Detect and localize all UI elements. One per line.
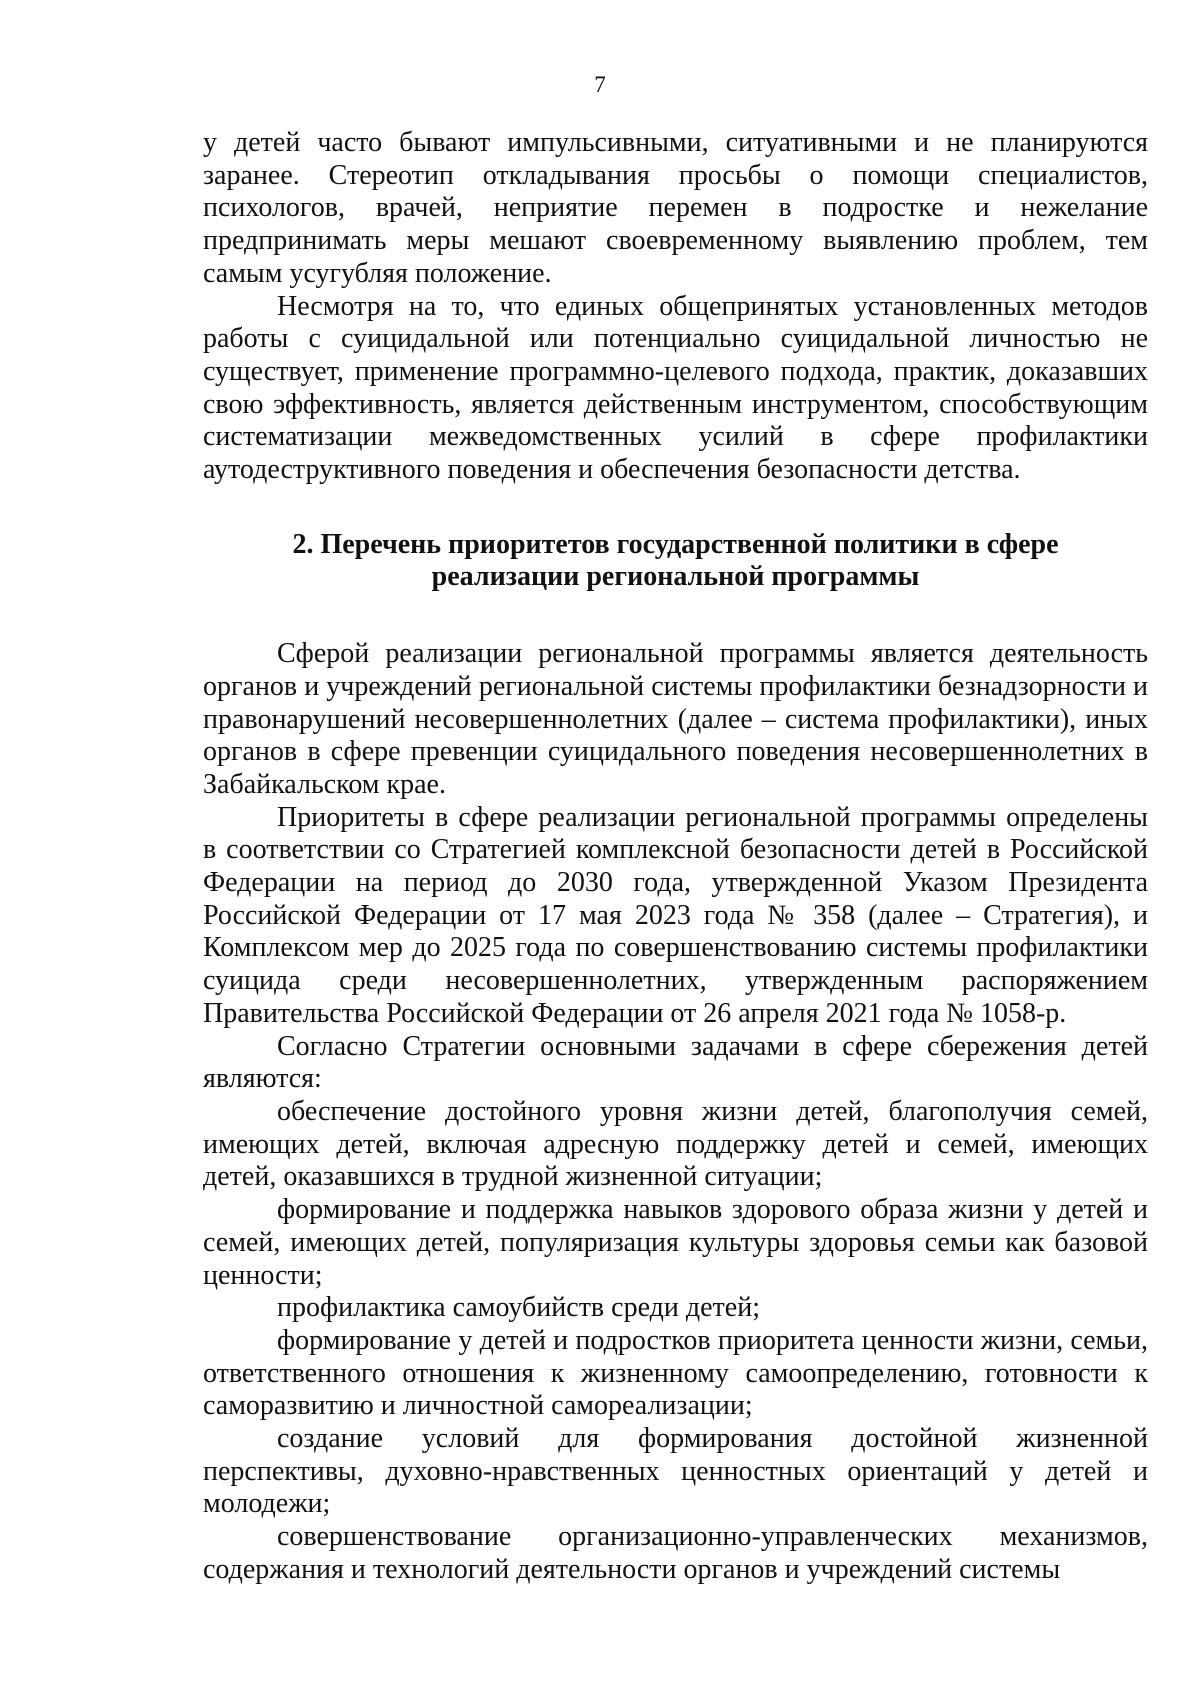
list-item-value-of-life: формирование у детей и подростков приоритета ценности жизни, семьи, ответственного отношения к жизненному самоопределению, готовности к саморазвитию и личностной самореализации; bbox=[203, 1324, 1148, 1422]
list-item-suicide-prevention: профилактика самоубийств среди детей; bbox=[277, 1292, 760, 1324]
section-heading-line-1: 2. Перечень приоритетов государственной политики в сфере bbox=[292, 528, 1059, 560]
list-item-healthy-lifestyle: формирование и поддержка навыков здорового образа жизни у детей и семей, имеющих детей, популяризация культуры здоровья семьи как базовой ценности; bbox=[203, 1194, 1148, 1291]
page-number: 7 bbox=[594, 72, 606, 97]
section-heading bbox=[203, 529, 1148, 594]
list-item-living-standard: обеспечение достойного уровня жизни детей, благополучия семей, имеющих детей, включая адресную поддержку детей и семей, имеющих детей, оказавшихся в трудной жизненной ситуации; bbox=[203, 1095, 1148, 1193]
document-body bbox=[203, 127, 1148, 1587]
paragraph-continuation: у детей часто бывают импульсивными, ситуативными и не планируются заранее. Стереотип откладывания просьбы о помощи специалистов, психологов, врачей, неприятие перемен в подростке и нежелание предпринимать меры мешают своевременному выявлению проблем, тем самым усугубляя положение. bbox=[203, 127, 1148, 289]
list-item-management-mechanisms: совершенствование организационно-управленческих механизмов, содержания и технологий деятельности органов и учреждений системы bbox=[203, 1521, 1148, 1585]
paragraph-strategy-tasks: Согласно Стратегии основными задачами в сфере сбережения детей являются: bbox=[203, 1030, 1148, 1095]
paragraph-scope: Сферой реализации региональной программы является деятельность органов и учреждений региональной системы профилактики безнадзорности и правонарушений несовершеннолетних (далее – система профилактики), иных органов в сфере превенции суицидального поведения несовершеннолетних в Забайкальском крае. bbox=[203, 638, 1148, 800]
paragraph-priorities: Приоритеты в сфере реализации региональной программы определены в соответствии со Стратегией комплексной безопасности детей в Российской Федерации на период до 2030 года, утвержденной Указом Президента Российской Федерации от 17 мая 2023 года № 358 (далее – Стратегия), и Комплексом мер до 2025 года по совершенствованию системы профилактики суицида среди несовершеннолетних, утвержденным распоряжением Правительства Российской Федерации от 26 апреля 2021 года № 1058-р. bbox=[203, 801, 1148, 1029]
list-item-life-perspective: создание условий для формирования достойной жизненной перспективы, духовно-нравственных ценностных ориентаций у детей и молодежи; bbox=[203, 1423, 1148, 1520]
paragraph-methods: Несмотря на то, что единых общепринятых установленных методов работы с суицидальной или потенциально суицидальной личностью не существует, применение программно-целевого подхода, практик, доказавших свою эффективность, является действенным инструментом, способствующим систематизации межведомственных усилий в сфере профилактики аутодеструктивного поведения и обеспечения безопасности детства. bbox=[203, 290, 1148, 486]
section-heading-line-2: реализации региональной программы bbox=[431, 561, 920, 593]
